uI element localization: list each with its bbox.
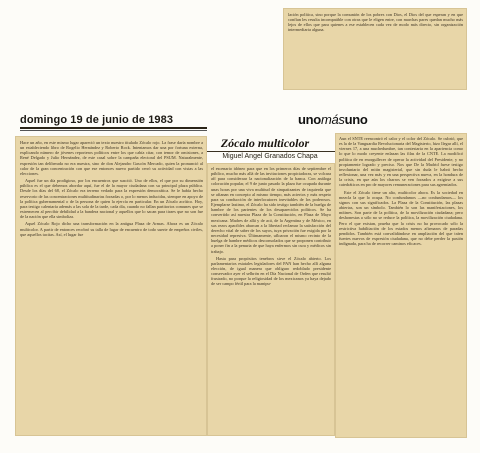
divider (205, 151, 335, 152)
paragraph: el escenario idóneo para que en los primeros días de septiembre el público, mucho más allá de las invitaciones propiciadoras, se volcara afí para consideraar la nacionalización de la banca. Con análoga coloración popular, el 9 de junio pasado la plaza fue ocupada durante unas horas por una viva multitud de simpatizantes de izquierda que se afianan en concepto al mismo tiempo, más aciertos y más respeto para su conducción de interlocutores inevitables de los poderosos. Ejemplarse lastimo, el Zócalo ha sido testigo también de la huelga de hambre de los parientes de los desaparecidos políticos. Se ha convertido así nuestra Plaza de la Constitución, en Plaza de Mayo mexicana. Madres de allá y de acá, de la Argentina y de México, en sus rezos apacibles abarcan a la libertad reclamar la satisfacción del derecho vital de saber de los suyos, tuya privación fue exigida por la necesidad represiva. Últimamente, ufloaron el mismo recinto de la huelga de hambre médicos desconsolados que se proponen contribuir a poner fin a la penuria de que haya enfermos sin cura y médicos sin trabajo. (211, 166, 331, 254)
article-title: Zócalo multicolor (220, 136, 310, 150)
paragraph: lación política, sino porque la comunión de los pobres con Dios, el Dios del que esperan y en que confían les resulta incompatible con otras que le eligen entre, con marchas pares quedan mucho más lejos de ellos que para quienes a ese establecen cada vez de modo más directo, sin organización intermediaria alguna. (288, 12, 463, 33)
article-byline: Miguel Angel Granados Chapa (222, 153, 318, 160)
paragraph: Hace un año, en este mismo lugar apareció un texto nuestro titulado Zócalo rojo. La frase daría nombre a un estableciendo libro de Rogelio Hernández y Roberto Rock. Intentamos dar una por fortuna externa, explicando número de jóvenes reporteros políticos entre los que cabía citar, con temor de omisiones, a René Delgado y Julio Hernández, de este casal sobre la campaña electoral del PSUM. Naturalmente, expresión tan deliberada no era nuestra, sino de don Alejandro Gascón Mercado, quien la pronunció al calor de la gran concentración con que ese entonces nuevo partido cerró su actividad con vistas a las elecciones. (20, 140, 203, 176)
text-column-right (339, 136, 463, 435)
paragraph: Aquel fue un día prodigioso, por los encuentros que suscitó. Uno de ellos, el que por su dimensión pública es el que debemos abordar aquí, fue el de la mayor ciudadana con su principal plaza pública. Desde los días del 68, el Zócalo era terreno vedado para la expresión democrática. Se le había hecho reservorio de las concentraciones multitudinarias forzadas o, por lo menos inducidas, siempre en apoyo de la política gubernamental o de la persona de quien la ejercía en particular. En un Zócalo acrítico. Hoy, para testigo calentaría además a las sola de la tarde, cada día, cuando no fallan partitorios comunes que se estremecen al percibir debilidad a la bandera nacional y aquellos que lo sacan para tiraes que no son fue de la nación que ella simboliza. (20, 178, 203, 220)
text-column-top-right (288, 12, 463, 86)
divider (20, 130, 207, 131)
newspaper-masthead: unomásuno (298, 112, 368, 127)
paragraph: Este el Zócalo tiene un alto, multicolor ahora. Es la sociedad en mezcla la que lo ocupa. No confundamos —no confundamos— los signos con sus significados. La Plaza de la Constitución, las plazas abiertas, son un símbolo. También lo son las manifestaciones, los mítines. Son parte de la política, de la movilización ciudadana; pero deshonestas a sólo no se reduce la política, la movilización ciudadana. Pero el que existan, prueba que la crisis no ha provocado sólo la restrictiva habilitación de los estados menos afirmaros de paradas pendidos. También está convalidándose en ampliación del que tráen fuertes nuevos de expresión ciudadana, que no debe perder la pasión indignada, para ha de recorrer caminos eficaces. (339, 189, 463, 247)
divider (20, 127, 207, 129)
text-column-middle (211, 166, 331, 433)
paragraph: Aun el SNTE reencontró el calor y el color del Zócalo. Se cubrió, que es la de la Vanguardia Revolucionaria del Magisterio, hizo llegar allí, el viernes 17, a una muchedumbre, tan contestaria en la apariencia como lo que lo modo creyente enlazan las filas de la CNTE. La modificó política de en enorgullecer de operar la actividad del Presidente, y no propiamente logrado y preciso. Nos que De la Madrid fuese testigo involuntario del mitin magisterial, que sin duda le habrá hecho reflexionar, una vez más y en una perspectiva nueva, en la hondura de la crisis, en que aún los charros se ven forzados a exigirse a sus catedráticos en pro de mayores remuneraciones para sus agremiados. (339, 136, 463, 188)
paragraph: Hasta para propósitos tenebros sirve el Zócalo abierto. Los parlamentarios estatales legisladores del PAN han hecho allí alguna elección, de igual manera que obligaro redoblado presidente conservador ayer el selbrón en el Día Nacional de Orden que resultó frustrado, no porque la religiosidad de los mexicanos ya haya dejado de ser campo fértil para la manipu- (211, 255, 331, 287)
paragraph: Aquel Zócalo Rojo dicho una transformación en la antigua Plaza de Armas. Ahora es un Zócalo multicolor. A partir de entonces recobró su talla de lugar de encuentro de todo suerte de empeños civiles, que aquellos tacitas. Así, el lugar fue (20, 221, 203, 237)
text-column-left (20, 140, 203, 433)
date-line: domingo 19 de junio de 1983 (20, 114, 174, 126)
